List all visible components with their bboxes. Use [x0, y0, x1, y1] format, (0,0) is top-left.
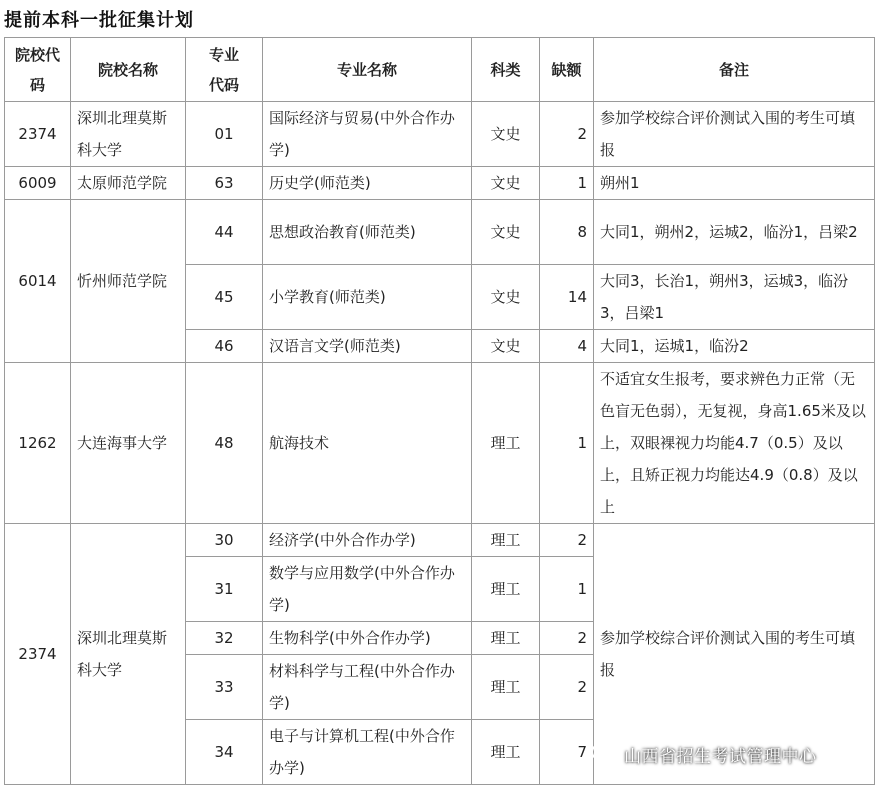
vacancy-cell: 1 [540, 557, 594, 622]
school-code-cell: 2374 [5, 524, 71, 785]
school-code-cell: 6009 [5, 167, 71, 200]
vacancy-cell: 4 [540, 330, 594, 363]
school-name-cell: 深圳北理莫斯科大学 [71, 524, 186, 785]
enrollment-table [4, 37, 875, 785]
major-code-cell: 48 [186, 363, 263, 524]
header-major-name: 专业名称 [263, 38, 472, 102]
vacancy-cell: 2 [540, 655, 594, 720]
major-code-cell: 45 [186, 265, 263, 330]
table-row [5, 102, 875, 167]
table-row [5, 200, 875, 265]
major-code-cell: 34 [186, 720, 263, 785]
vacancy-cell: 1 [540, 167, 594, 200]
major-name-cell: 生物科学(中外合作办学) [263, 622, 472, 655]
vacancy-cell: 2 [540, 622, 594, 655]
header-school-name: 院校名称 [71, 38, 186, 102]
vacancy-cell: 2 [540, 102, 594, 167]
watermark [590, 738, 817, 770]
category-cell: 文史 [472, 330, 540, 363]
header-major-code: 专业代码 [186, 38, 263, 102]
category-cell: 文史 [472, 265, 540, 330]
category-cell: 理工 [472, 557, 540, 622]
school-name-cell: 大连海事大学 [71, 363, 186, 524]
category-cell: 理工 [472, 655, 540, 720]
header-vacancy: 缺额 [540, 38, 594, 102]
table-row [5, 524, 875, 557]
notes-cell: 大同1，朔州2，运城2，临汾1，吕梁2 [594, 200, 875, 265]
major-name-cell: 国际经济与贸易(中外合作办学) [263, 102, 472, 167]
school-name-cell: 太原师范学院 [71, 167, 186, 200]
major-code-cell: 32 [186, 622, 263, 655]
notes-cell: 朔州1 [594, 167, 875, 200]
major-code-cell: 33 [186, 655, 263, 720]
school-code-cell: 6014 [5, 200, 71, 363]
notes-cell: 大同1，运城1，临汾2 [594, 330, 875, 363]
major-name-cell: 数学与应用数学(中外合作办学) [263, 557, 472, 622]
watermark-text: 山西省招生考试管理中心 [624, 746, 817, 767]
header-notes: 备注 [594, 38, 875, 102]
header-school-code: 院校代码 [5, 38, 71, 102]
school-code-cell: 1262 [5, 363, 71, 524]
page-title: 提前本科一批征集计划 [4, 10, 194, 31]
vacancy-cell: 8 [540, 200, 594, 265]
major-code-cell: 30 [186, 524, 263, 557]
school-name-cell: 忻州师范学院 [71, 200, 186, 363]
header-row [5, 38, 875, 102]
category-cell: 理工 [472, 622, 540, 655]
major-code-cell: 01 [186, 102, 263, 167]
major-name-cell: 材料科学与工程(中外合作办学) [263, 655, 472, 720]
category-cell: 文史 [472, 167, 540, 200]
notes-cell: 参加学校综合评价测试入围的考生可填报 [594, 524, 875, 785]
vacancy-cell: 2 [540, 524, 594, 557]
category-cell: 文史 [472, 102, 540, 167]
major-code-cell: 31 [186, 557, 263, 622]
major-name-cell: 思想政治教育(师范类) [263, 200, 472, 265]
vacancy-cell: 1 [540, 363, 594, 524]
school-name-cell: 深圳北理莫斯科大学 [71, 102, 186, 167]
header-category: 科类 [472, 38, 540, 102]
major-code-cell: 63 [186, 167, 263, 200]
major-name-cell: 汉语言文学(师范类) [263, 330, 472, 363]
major-name-cell: 电子与计算机工程(中外合作办学) [263, 720, 472, 785]
major-name-cell: 历史学(师范类) [263, 167, 472, 200]
major-name-cell: 小学教育(师范类) [263, 265, 472, 330]
major-name-cell: 经济学(中外合作办学) [263, 524, 472, 557]
notes-cell: 不适宜女生报考，要求辨色力正常（无色盲无色弱），无复视，身高1.65米及以上，双眼裸视力均能4.7（0.5）及以上，且矫正视力均能达4.9（0.8）及以上 [594, 363, 875, 524]
category-cell: 文史 [472, 200, 540, 265]
table-row [5, 363, 875, 524]
category-cell: 理工 [472, 363, 540, 524]
major-code-cell: 44 [186, 200, 263, 265]
notes-cell: 大同3，长治1，朔州3，运城3，临汾3，吕梁1 [594, 265, 875, 330]
notes-cell: 参加学校综合评价测试入围的考生可填报 [594, 102, 875, 167]
vacancy-cell: 14 [540, 265, 594, 330]
category-cell: 理工 [472, 524, 540, 557]
vacancy-cell: 7 [540, 720, 594, 785]
wechat-icon [590, 742, 618, 766]
school-code-cell: 2374 [5, 102, 71, 167]
major-name-cell: 航海技术 [263, 363, 472, 524]
category-cell: 理工 [472, 720, 540, 785]
major-code-cell: 46 [186, 330, 263, 363]
table-row [5, 167, 875, 200]
